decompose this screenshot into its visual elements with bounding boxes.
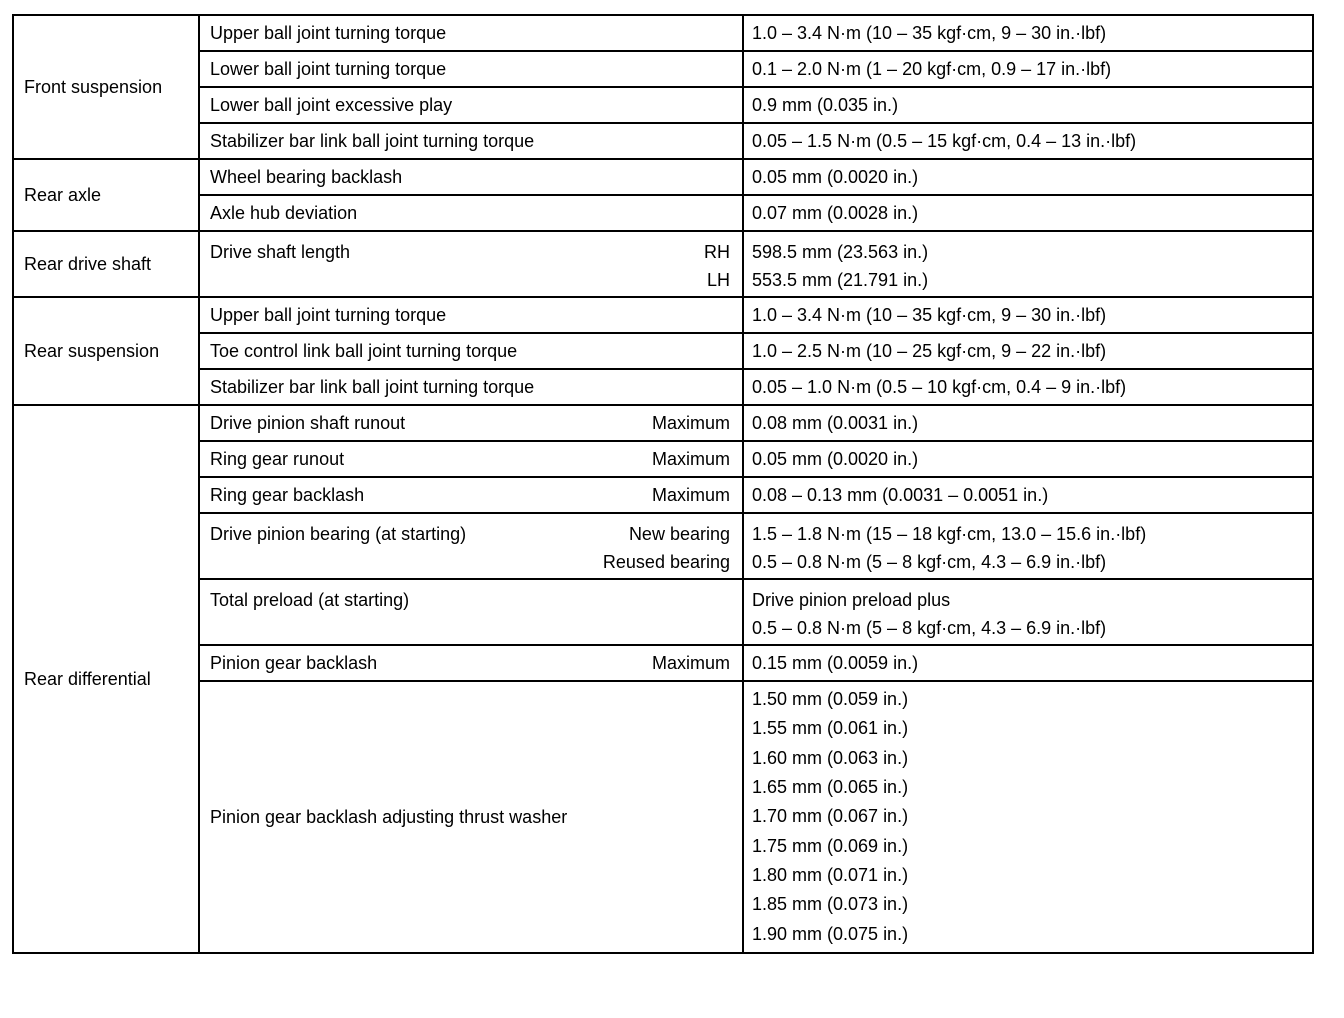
item-cell [199, 231, 743, 297]
washer-size: 1.85 mm (0.073 in.) [752, 894, 909, 915]
section-label-rear-suspension: Rear suspension [13, 297, 199, 405]
washer-size: 1.75 mm (0.069 in.) [752, 835, 909, 856]
value-cell [743, 513, 1313, 579]
value-cell: 0.05 mm (0.0020 in.) [743, 441, 1313, 477]
value-cell [743, 681, 1313, 953]
section-label-front-suspension: Front suspension [13, 15, 199, 159]
item-cell: Lower ball joint turning torque [199, 51, 743, 87]
qualifier-label: New bearing [628, 524, 730, 544]
item-cell [199, 513, 743, 579]
section-label-rear-differential: Rear differential [13, 405, 199, 953]
item-label: Ring gear runout [210, 449, 345, 469]
washer-size: 1.50 mm (0.059 in.) [752, 689, 909, 710]
table-row [13, 579, 1313, 645]
value-cell: 0.08 mm (0.0031 in.) [743, 405, 1313, 441]
value-cell: 0.05 – 1.5 N·m (0.5 – 15 kgf·cm, 0.4 – 13 in.·lbf) [743, 123, 1313, 159]
value-cell [743, 231, 1313, 297]
item-cell: Axle hub deviation [199, 195, 743, 231]
spec-table [12, 14, 1312, 954]
washer-size: 1.65 mm (0.065 in.) [752, 777, 909, 798]
value-line: 0.5 – 0.8 N·m (5 – 8 kgf·cm, 4.3 – 6.9 in.·lbf) [752, 552, 1107, 572]
item-label: Drive pinion shaft runout [210, 413, 406, 433]
qualifier-label: Maximum [651, 413, 730, 433]
item-cell: Total preload (at starting) [199, 579, 743, 645]
item-line [210, 238, 730, 266]
value-cell: 0.9 mm (0.035 in.) [743, 87, 1313, 123]
table-row [13, 231, 1313, 297]
table-row [13, 477, 1313, 513]
table-row [13, 513, 1313, 579]
item-cell: Upper ball joint turning torque [199, 297, 743, 333]
value-cell: 1.0 – 3.4 N·m (10 – 35 kgf·cm, 9 – 30 in.·lbf) [743, 297, 1313, 333]
qualifier-label: Maximum [651, 653, 730, 673]
table-row [13, 333, 1313, 369]
qualifier-label: Maximum [651, 485, 730, 505]
washer-size: 1.60 mm (0.063 in.) [752, 747, 909, 768]
table-row [13, 159, 1313, 195]
table-row [13, 15, 1313, 51]
item-line [210, 266, 730, 294]
table-row [13, 51, 1313, 87]
washer-size: 1.55 mm (0.061 in.) [752, 718, 909, 739]
item-cell: Stabilizer bar link ball joint turning torque [199, 369, 743, 405]
value-cell: 1.0 – 2.5 N·m (10 – 25 kgf·cm, 9 – 22 in.·lbf) [743, 333, 1313, 369]
value-cell: 0.08 – 0.13 mm (0.0031 – 0.0051 in.) [743, 477, 1313, 513]
table-row [13, 645, 1313, 681]
value-cell: 0.05 – 1.0 N·m (0.5 – 10 kgf·cm, 0.4 – 9 in.·lbf) [743, 369, 1313, 405]
value-cell: 1.0 – 3.4 N·m (10 – 35 kgf·cm, 9 – 30 in.·lbf) [743, 15, 1313, 51]
value-cell: 0.05 mm (0.0020 in.) [743, 159, 1313, 195]
table-row [13, 87, 1313, 123]
item-label: Ring gear backlash [210, 485, 365, 505]
value-cell: 0.15 mm (0.0059 in.) [743, 645, 1313, 681]
item-cell [199, 477, 743, 513]
value-line: 0.5 – 0.8 N·m (5 – 8 kgf·cm, 4.3 – 6.9 in.·lbf) [752, 618, 1107, 638]
item-cell [199, 405, 743, 441]
item-cell: Stabilizer bar link ball joint turning torque [199, 123, 743, 159]
table-row [13, 123, 1313, 159]
item-cell: Toe control link ball joint turning torque [199, 333, 743, 369]
table-row [13, 681, 1313, 953]
value-line: 1.5 – 1.8 N·m (15 – 18 kgf·cm, 13.0 – 15.6 in.·lbf) [752, 524, 1147, 544]
table-row [13, 405, 1313, 441]
value-cell: 0.1 – 2.0 N·m (1 – 20 kgf·cm, 0.9 – 17 in.·lbf) [743, 51, 1313, 87]
washer-size: 1.70 mm (0.067 in.) [752, 806, 909, 827]
item-cell: Lower ball joint excessive play [199, 87, 743, 123]
specification-table [12, 14, 1314, 954]
table-row [13, 195, 1313, 231]
item-cell: Upper ball joint turning torque [199, 15, 743, 51]
table-row [13, 441, 1313, 477]
qualifier-label: LH [706, 270, 730, 290]
value-line: 553.5 mm (21.791 in.) [752, 270, 929, 290]
table-row [13, 297, 1313, 333]
value-cell: 0.07 mm (0.0028 in.) [743, 195, 1313, 231]
item-cell [199, 441, 743, 477]
item-label: Pinion gear backlash [210, 653, 378, 673]
qualifier-label: Maximum [651, 449, 730, 469]
item-cell: Pinion gear backlash adjusting thrust washer [199, 681, 743, 953]
item-cell [199, 645, 743, 681]
value-cell [743, 579, 1313, 645]
section-label-rear-axle: Rear axle [13, 159, 199, 231]
qualifier-label: RH [704, 242, 730, 262]
qualifier-label: Reused bearing [602, 552, 730, 572]
table-row [13, 369, 1313, 405]
washer-size: 1.90 mm (0.075 in.) [752, 923, 909, 944]
item-cell: Wheel bearing backlash [199, 159, 743, 195]
washer-size: 1.80 mm (0.071 in.) [752, 864, 909, 885]
item-label: Drive pinion bearing (at starting) [210, 524, 467, 544]
value-line: Drive pinion preload plus [752, 590, 951, 610]
item-label: Drive shaft length [210, 242, 351, 262]
section-label-rear-drive-shaft: Rear drive shaft [13, 231, 199, 297]
value-line: 598.5 mm (23.563 in.) [752, 242, 929, 262]
